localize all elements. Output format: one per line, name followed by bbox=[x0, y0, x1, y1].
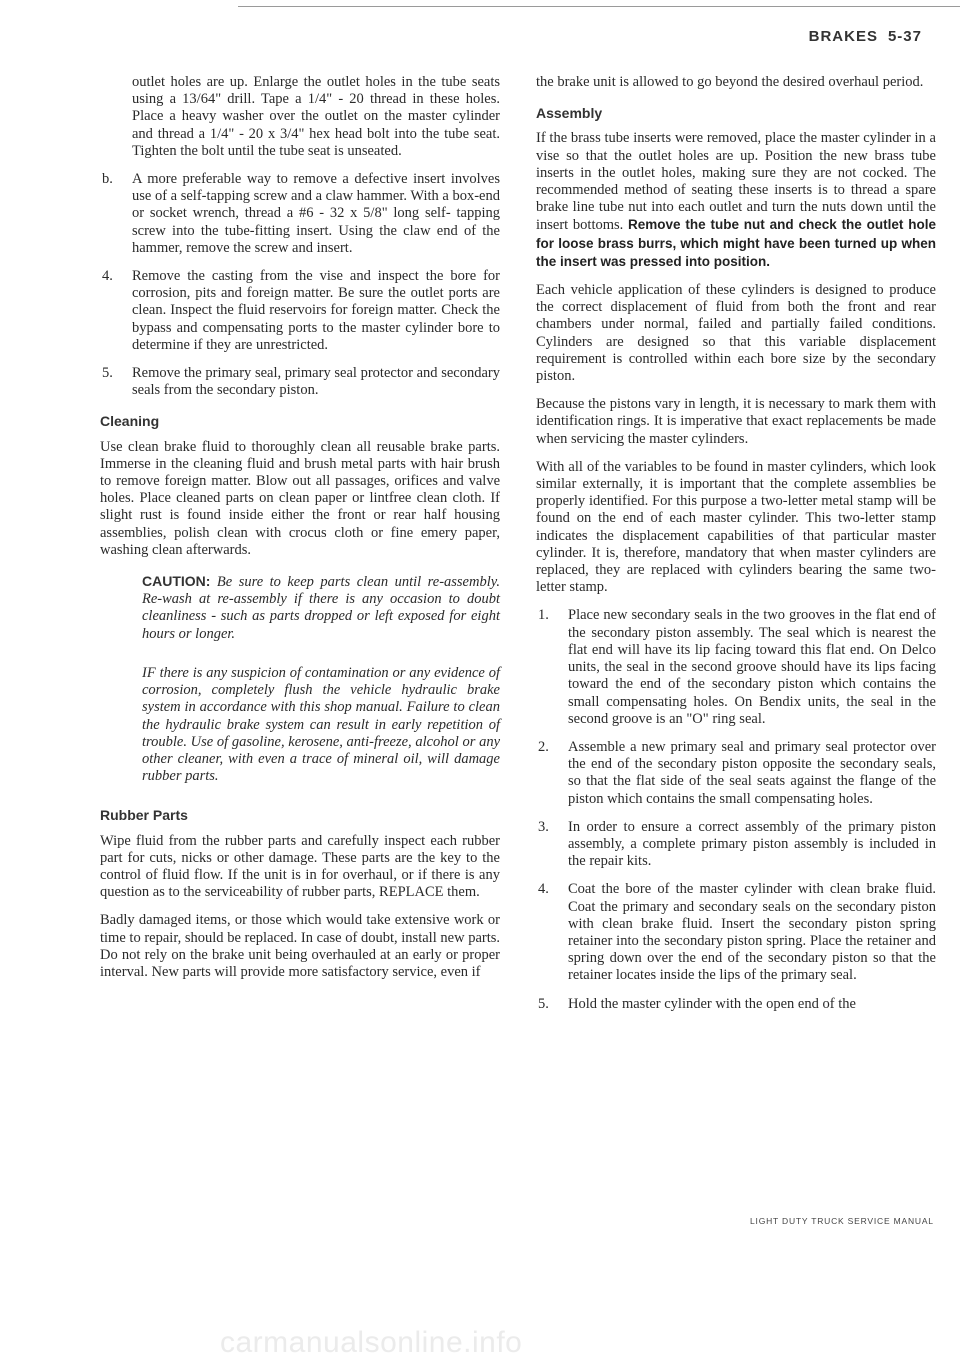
list-item-text: Coat the bore of the master cylinder with clean brake fluid. Coat the primary and secondary seals on the secondary piston with clean brake fluid. Insert the secondary piston spring retainer into the secondary piston spring. Place the retainer and spring down over the end of the secondary piston so that the retainer locates inside the lips of the primary seal. bbox=[568, 881, 936, 984]
cleaning-paragraph: Use clean brake fluid to thoroughly clean all reusable brake parts. Immerse in the cleaning fluid and brush metal parts with hair brush to remove foreign matter. Blow out all passages, orifices and valve holes. Place cleaned parts on clean paper or lintfree clean cloth. If slight rust is found inside either the front or rear half housing assemblies, polish clean with crocus cloth or fine emery paper, washing clean afterwards. bbox=[100, 438, 500, 558]
list-marker: 5. bbox=[102, 365, 113, 382]
list-item-text: Assemble a new primary seal and primary seal protector over the end of the secondary piston opposite the secondary seals, so that the flat side of the seal seats against the flange of the piston which contains the small compensating holes. bbox=[568, 738, 936, 807]
caution-label: CAUTION: bbox=[142, 573, 211, 590]
assembly-paragraph-3: Because the pistons vary in length, it is necessary to mark them with identification rings. It is imperative that exact replacements be made when servicing the master cylinders. bbox=[536, 396, 936, 447]
footer-manual-title: LIGHT DUTY TRUCK SERVICE MANUAL bbox=[750, 1216, 934, 1226]
assembly-warning: Remove the tube nut and check the outlet hole for loose brass burrs, which might have been turned up when the insert was pressed into position. bbox=[536, 217, 936, 269]
list-marker: 3. bbox=[538, 818, 549, 835]
list-marker: b. bbox=[102, 171, 113, 188]
assembly-paragraph-4: With all of the variables to be found in master cylinders, which look similar externally, it is important that the complete assemblies be properly identified. For this purpose a two-letter metal stamp will be found on the end of each master cylinder. This two-letter stamp indicates the displacement capabilities of that particular master cylinder. It is, therefore, mandatory that when master cylinders are replaced, they are replaced with cylinders bearing the same two-letter stamp. bbox=[536, 458, 936, 596]
heading-rubber-parts: Rubber Parts bbox=[100, 807, 188, 824]
list-marker: 4. bbox=[102, 268, 113, 285]
left-column bbox=[100, 74, 500, 992]
assembly-text: If the brass tube inserts were removed, place the master cylinder in a vise so that the outlet holes are up. Position the new brass tube inserts in the outlet holes, making sure they are not cocked. The recommended method of seating these inserts is to thread a spare brake line tube nut into each outlet and turn the nuts down until the insert bottoms. bbox=[536, 130, 936, 234]
list-item-text: In order to ensure a correct assembly of the primary piston assembly, a complete primary piston assembly is included in the repair kits. bbox=[568, 818, 936, 870]
list-marker: 2. bbox=[538, 738, 549, 755]
list-marker: 1. bbox=[538, 607, 549, 624]
step-2 bbox=[536, 739, 936, 808]
list-item-5 bbox=[100, 365, 500, 399]
step-4 bbox=[536, 881, 936, 984]
list-marker: 5. bbox=[538, 995, 549, 1012]
list-item-4 bbox=[100, 268, 500, 354]
rubber-paragraph-2: Badly damaged items, or those which would take extensive work or time to repair, should be replaced. In case of doubt, install new parts. Do not rely on the brake unit being overhauled at an early or proper interval. New parts will provide more satisfactory service, even if bbox=[100, 912, 500, 980]
heading-cleaning: Cleaning bbox=[100, 413, 160, 430]
list-item-text: Hold the master cylinder with the open end of the bbox=[568, 995, 856, 1012]
caution-text-2: IF there is any suspicion of contamination or any evidence of corrosion, completely flush the vehicle hydraulic brake system in accordance with this shop manual. Failure to clean the hydraulic brake system can result in early repetition of trouble. Use of gasoline, kerosene, anti-freeze, alcohol or any other cleaner, with even a trace of mineral oil, will damage rubber parts. bbox=[142, 664, 500, 785]
list-item-text: Remove the casting from the vise and inspect the bore for corrosion, pits and foreign matter. Be sure the outlet ports are clean. Inspect the fluid reservoirs for foreign matter. Check the bypass and compensating ports to the master cylinder bore to determine if they are unrestricted. bbox=[132, 268, 500, 353]
caution-block bbox=[142, 573, 500, 785]
list-item-b bbox=[100, 171, 500, 257]
page-number: 5-37 bbox=[887, 28, 922, 45]
assembly-paragraph-2: Each vehicle application of these cylinders is designed to produce the correct displacement of fluid from both the front and rear chambers under normal, failed and partially failed conditions. Cylinders are designed so that this variable displacement requirement is controlled within each bore size by the secondary piston. bbox=[536, 282, 936, 385]
right-column bbox=[536, 74, 936, 1024]
step-3 bbox=[536, 819, 936, 871]
section-title: BRAKES bbox=[808, 28, 878, 45]
running-head bbox=[809, 28, 922, 45]
list-marker: 4. bbox=[538, 881, 549, 898]
top-rule bbox=[238, 6, 960, 7]
rubber-paragraph-1: Wipe fluid from the rubber parts and carefully inspect each rubber part for cuts, nicks or other damage. These parts are the key to the control of fluid flow. If the unit is in for overhaul, or if there is any question as to the serviceability of rubber parts, REPLACE them. bbox=[100, 832, 500, 901]
assembly-paragraph-1 bbox=[536, 130, 936, 271]
continued-paragraph: outlet holes are up. Enlarge the outlet holes in the tube seats using a 13/64" drill. Tape a 1/4" - 20 thread in these holes. Place a heavy washer over the outlet on the master cylinder and thread a 1/4" - 20 x 3/4" hex head bolt into the tube seat. Tighten the bolt until the tube seat is unseated. bbox=[132, 74, 500, 159]
list-item-text: A more preferable way to remove a defective insert involves use of a self-tapping screw and a claw hammer. With a box-end or socket wrench, thread a #6 - 32 x 5/8" long self- tapping screw into the tube-fitting insert. Using the claw end of the hammer, remove the screw and insert. bbox=[132, 171, 500, 256]
list-item-text: Remove the primary seal, primary seal protector and secondary seals from the secondary piston. bbox=[132, 365, 500, 399]
heading-assembly: Assembly bbox=[536, 105, 603, 122]
watermark: carmanualsonline.info bbox=[220, 1326, 523, 1359]
step-5 bbox=[536, 996, 936, 1013]
step-1 bbox=[536, 607, 936, 727]
caution-text: Be sure to keep parts clean until re-assembly. Re-wash at re-assembly if there is any occasion to doubt cleanliness - such as parts dropped or left exposed for eight hours or longer. bbox=[142, 574, 500, 642]
continued-paragraph-right: the brake unit is allowed to go beyond the desired overhaul period. bbox=[536, 74, 924, 90]
list-item-text: Place new secondary seals in the two grooves in the flat end of the secondary piston assembly. The seal which is nearest the flat end will have its lip facing toward this flat end. On Delco units, the seal in the second groove should have its lips facing toward the end of the secondary piston which contains the small compensating holes. On Bendix units, the seal in the second groove is an "O" ring seal. bbox=[568, 607, 936, 727]
